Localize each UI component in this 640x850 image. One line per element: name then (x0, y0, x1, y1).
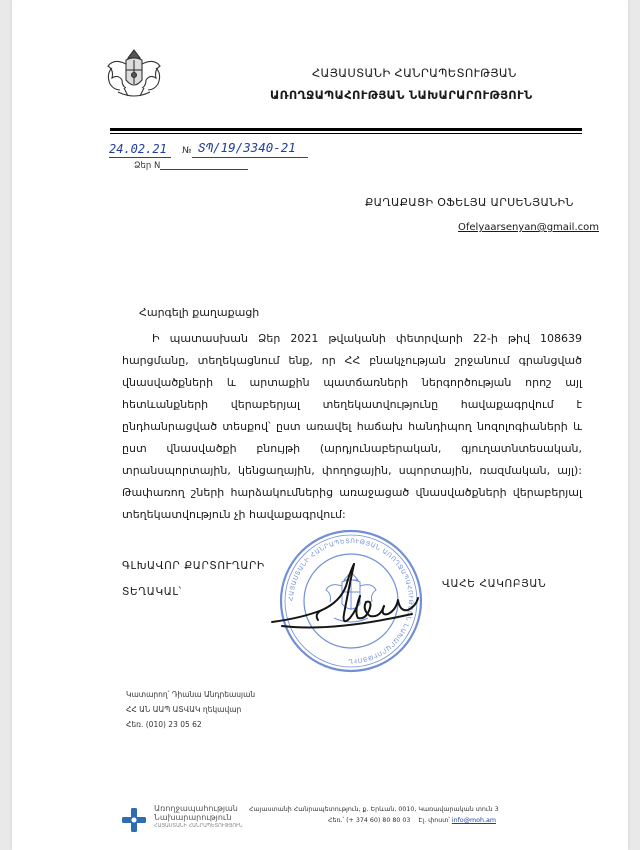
your-number-label: Ձեր N (134, 161, 161, 171)
footer-email-link[interactable]: info@moh.am (451, 817, 496, 824)
footer-email-label: Էլ. փոստ՝ (418, 817, 450, 824)
recipient-name: ՔԱՂԱՔԱՑԻ ՕՖԵԼՅԱ ԱՐՍԵՆՅԱՆԻՆ (365, 196, 574, 209)
letter-body (122, 328, 582, 526)
coat-of-arms-icon (104, 44, 164, 104)
date-handwritten: 24.02.21 (109, 142, 167, 156)
salutation: Հարգելի քաղաքացի (139, 306, 260, 319)
executor-phone: Հեռ. (010) 23 05 62 (126, 720, 202, 729)
footer-contacts (328, 817, 496, 824)
footer-org-line2: Նախարարություն (154, 813, 232, 822)
handwritten-signature-icon (262, 552, 432, 642)
header-divider-thin (110, 133, 582, 134)
your-number-underline (160, 169, 248, 170)
document-page (12, 0, 628, 850)
recipient-email-link[interactable]: Ofelyaarsenyan@gmail.com (458, 222, 600, 233)
footer-phone: Հեռ.՝ (+ 374 60) 80 80 03 (328, 817, 411, 824)
letter-body-paragraph: Ի պատասխան Ձեր 2021 թվականի փետրվարի 22-ի թիվ 108639 հարցմանը, տեղեկացնում ենք, որ ՀՀ բնակչության շրջանում գրանցված վնասվածքների և արտաքին պատճառների ներգործության որոշ այլ հետևանքների վերաբերյալ տեղեկատվությունը հավաքագրվում է ընդհանրացված տեսքով՝ ըստ առավել հաճախ հանդիպող նոզոլոգիաների և ըստ վնասվածքի բնույթի (արդյունաբերական, գյուղատնտեսական, տրանսպորտային, կենցաղային, փողոցային, սպորտային, ռազմական, այլ): Թափառող շների հարձակումներից առաջացած վնասվածքների վերաբերյալ տեղեկատվություն չի հավաքագրվում: (122, 332, 582, 521)
signatory-title-line2: ՏԵՂԱԿԱԼ՝ (122, 586, 182, 598)
footer-org-line1: Առողջապահության (154, 804, 238, 813)
reference-underline (192, 157, 308, 158)
number-sign: № (182, 146, 192, 156)
header-divider-thick (110, 128, 582, 131)
executor-line2: ՀՀ ԱՆ ԱԱՊ ԱՏՎԱԿ ղեկավար (126, 705, 242, 714)
ministry-logo-icon (120, 806, 148, 834)
stamp-text: ՀԱՅԱՍՏԱՆԻ ՀԱՆՐԱՊԵՏՈՒԹՅԱՆ ԱՌՈՂՋԱՊԱՀՈՒԹՅԱՆ ՆԱԽԱՐԱՐՈՒԹՅՈՒՆ (287, 537, 415, 665)
date-underline (109, 157, 171, 158)
signatory-name: ՎԱՀԵ ՀԱԿՈԲՅԱՆ (442, 578, 547, 590)
ministry-header-line1: ՀԱՅԱՍՏԱՆԻ ՀԱՆՐԱՊԵՏՈՒԹՅԱՆ (312, 66, 517, 80)
executor-line1: Կատարող՝ Դիանա Անդրեասյան (126, 690, 256, 699)
ministry-header-line2: ԱՌՈՂՋԱՊԱՀՈՒԹՅԱՆ ՆԱԽԱՐԱՐՈՒԹՅՈՒՆ (270, 88, 533, 102)
footer-address: Հայաստանի Հանրապետություն, ք. Երևան, 0010, Կառավարական տուն 3 (249, 806, 499, 813)
signatory-title-line1: ԳԼԽԱՎՈՐ ՔԱՐՏՈՒՂԱՐԻ (122, 560, 265, 572)
reference-number-handwritten: ՏՊ/19/3340-21 (198, 140, 296, 155)
footer-org-line3: ՀԱՅԱՍՏԱՆԻ ՀԱՆՐԱՊԵՏՈՒԹՅՈՒՆ (154, 823, 243, 829)
